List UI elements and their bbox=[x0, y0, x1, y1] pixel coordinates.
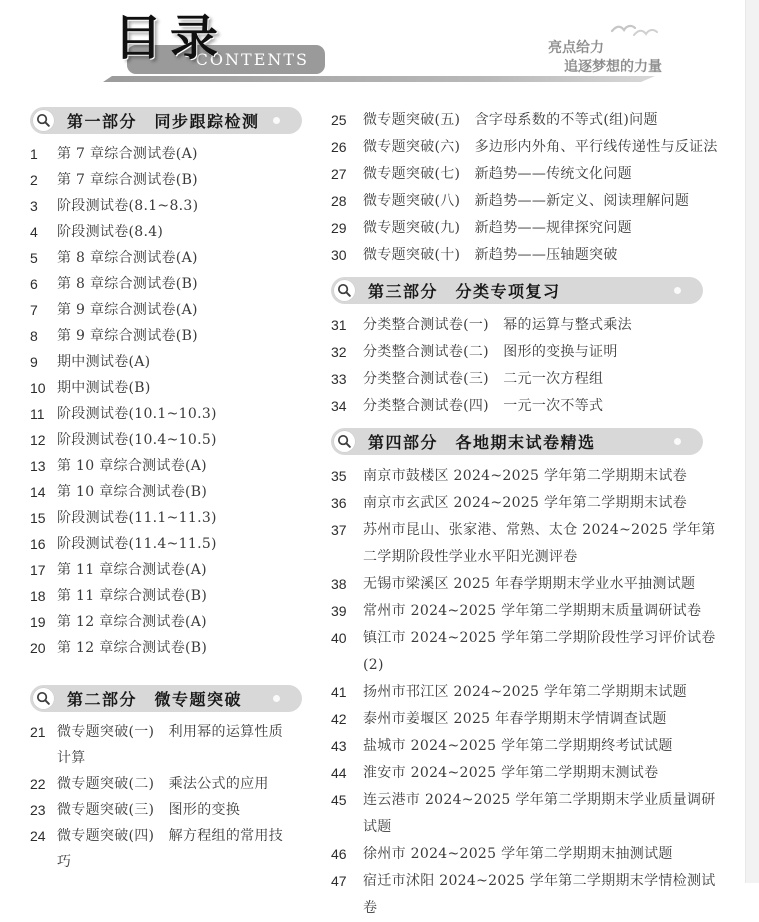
toc-item bbox=[30, 297, 318, 323]
toc-item bbox=[331, 679, 730, 706]
birds-icon bbox=[608, 18, 660, 40]
item-number: 35 bbox=[331, 468, 347, 484]
magnifier-icon bbox=[333, 279, 356, 302]
magnifier-icon bbox=[333, 430, 356, 453]
slogan-line-2: 追逐梦想的力量 bbox=[564, 58, 662, 74]
item-number: 16 bbox=[30, 536, 46, 552]
section-header bbox=[30, 685, 302, 712]
item-title: 第 12 章综合测试卷(B) bbox=[57, 640, 208, 656]
item-number: 22 bbox=[30, 776, 46, 792]
item-number: 44 bbox=[331, 765, 347, 781]
item-number: 29 bbox=[331, 220, 347, 236]
item-title: 第 11 章综合测试卷(B) bbox=[57, 588, 208, 604]
item-number: 18 bbox=[30, 588, 46, 604]
section-header bbox=[30, 107, 302, 134]
toc-item bbox=[331, 161, 730, 188]
toc-item bbox=[331, 733, 730, 760]
item-number: 3 bbox=[30, 198, 38, 214]
toc-item bbox=[331, 393, 730, 420]
toc-item bbox=[331, 706, 730, 733]
toc-item bbox=[30, 635, 318, 661]
toc-item bbox=[30, 375, 318, 401]
toc-item bbox=[30, 219, 318, 245]
toc-item bbox=[30, 427, 318, 453]
item-number: 17 bbox=[30, 562, 46, 578]
section-title: 第三部分 分类专项复习 bbox=[368, 284, 561, 301]
toc-item bbox=[30, 193, 318, 219]
item-number: 26 bbox=[331, 139, 347, 155]
item-title: 微专题突破(三) 图形的变换 bbox=[57, 802, 241, 818]
item-number: 36 bbox=[331, 495, 347, 511]
toc-item bbox=[30, 771, 318, 797]
item-number: 37 bbox=[331, 522, 347, 538]
page-edge-strip bbox=[745, 0, 759, 883]
item-title: 徐州市 2024~2025 学年第二学期期末抽测试题 bbox=[363, 846, 673, 862]
toc-item bbox=[30, 167, 318, 193]
item-title: 第 8 章综合测试卷(B) bbox=[57, 276, 198, 292]
item-number: 47 bbox=[331, 873, 347, 889]
item-title: 阶段测试卷(11.4~11.5) bbox=[57, 536, 217, 552]
item-title: 分类整合测试卷(一) 幂的运算与整式乘法 bbox=[363, 317, 632, 333]
item-number: 25 bbox=[331, 112, 347, 128]
magnifier-icon bbox=[32, 109, 55, 132]
toc-item bbox=[331, 760, 730, 787]
item-number: 8 bbox=[30, 328, 38, 344]
slogan-line-1: 亮点给力 bbox=[548, 39, 604, 55]
toc-item bbox=[331, 215, 730, 242]
item-title: 苏州市昆山、张家港、常熟、太仓 2024~2025 学年第二学期阶段性学业水平阳光测评卷 bbox=[363, 522, 716, 565]
toc-item bbox=[331, 868, 730, 922]
item-number: 24 bbox=[30, 828, 46, 844]
item-number: 5 bbox=[30, 250, 38, 266]
item-number: 4 bbox=[30, 224, 38, 240]
item-number: 12 bbox=[30, 432, 46, 448]
item-title: 南京市鼓楼区 2024~2025 学年第二学期期末试卷 bbox=[363, 468, 687, 484]
item-number: 41 bbox=[331, 684, 347, 700]
item-title: 第 7 章综合测试卷(A) bbox=[57, 146, 198, 162]
item-title: 阶段测试卷(10.1~10.3) bbox=[57, 406, 217, 422]
pill-dot bbox=[273, 117, 280, 124]
item-title: 阶段测试卷(8.1~8.3) bbox=[57, 198, 199, 214]
item-title: 微专题突破(一) 利用幂的运算性质计算 bbox=[57, 724, 284, 766]
toc-item bbox=[30, 453, 318, 479]
toc-item bbox=[30, 505, 318, 531]
item-title: 微专题突破(六) 多边形内外角、平行线传递性与反证法 bbox=[363, 139, 718, 155]
item-title: 分类整合测试卷(二) 图形的变换与证明 bbox=[363, 344, 618, 360]
toc-item bbox=[331, 188, 730, 215]
toc-columns bbox=[30, 107, 730, 922]
item-number: 30 bbox=[331, 247, 347, 263]
item-title: 盐城市 2024~2025 学年第二学期期终考试试题 bbox=[363, 738, 673, 754]
pill-dot bbox=[674, 287, 681, 294]
item-title: 第 10 章综合测试卷(B) bbox=[57, 484, 208, 500]
item-number: 7 bbox=[30, 302, 38, 318]
section-title: 第四部分 各地期末试卷精选 bbox=[368, 435, 596, 452]
item-number: 46 bbox=[331, 846, 347, 862]
item-number: 10 bbox=[30, 380, 46, 396]
item-title: 微专题突破(二) 乘法公式的应用 bbox=[57, 776, 269, 792]
toc-item bbox=[30, 401, 318, 427]
item-number: 28 bbox=[331, 193, 347, 209]
item-title: 泰州市姜堰区 2025 年春学期期末学情调查试题 bbox=[363, 711, 667, 727]
toc-item bbox=[30, 797, 318, 823]
toc-item bbox=[331, 598, 730, 625]
item-title: 第 7 章综合测试卷(B) bbox=[57, 172, 198, 188]
item-number: 13 bbox=[30, 458, 46, 474]
item-number: 38 bbox=[331, 576, 347, 592]
item-title: 南京市玄武区 2024~2025 学年第二学期期末试卷 bbox=[363, 495, 687, 511]
toc-item bbox=[331, 312, 730, 339]
toc-item bbox=[331, 787, 730, 841]
section-header bbox=[331, 428, 703, 455]
item-number: 39 bbox=[331, 603, 347, 619]
item-title: 微专题突破(七) 新趋势——传统文化问题 bbox=[363, 166, 632, 182]
toc-item bbox=[30, 271, 318, 297]
item-title: 第 8 章综合测试卷(A) bbox=[57, 250, 198, 266]
toc-item bbox=[331, 242, 730, 269]
toc-item bbox=[30, 609, 318, 635]
item-number: 14 bbox=[30, 484, 46, 500]
item-number: 19 bbox=[30, 614, 46, 630]
item-number: 31 bbox=[331, 317, 347, 333]
toc-item bbox=[331, 339, 730, 366]
toc-title-cn: 目录 bbox=[114, 10, 227, 66]
item-title: 分类整合测试卷(四) 一元一次不等式 bbox=[363, 398, 604, 414]
toc-item bbox=[331, 571, 730, 598]
item-number: 42 bbox=[331, 711, 347, 727]
item-number: 11 bbox=[30, 406, 45, 422]
item-title: 第 9 章综合测试卷(A) bbox=[57, 302, 198, 318]
item-title: 第 11 章综合测试卷(A) bbox=[57, 562, 207, 578]
toc-column-right bbox=[331, 107, 730, 922]
toc-item bbox=[331, 366, 730, 393]
toc-item bbox=[331, 107, 730, 134]
toc-title-en: CONTENTS bbox=[195, 50, 309, 69]
item-number: 21 bbox=[30, 724, 46, 740]
toc-item bbox=[331, 625, 730, 679]
pill-dot bbox=[273, 695, 280, 702]
magnifier-icon bbox=[32, 687, 55, 710]
item-title: 微专题突破(八) 新趋势——新定义、阅读理解问题 bbox=[363, 193, 690, 209]
toc-item bbox=[30, 583, 318, 609]
item-number: 32 bbox=[331, 344, 347, 360]
item-title: 第 9 章综合测试卷(B) bbox=[57, 328, 198, 344]
item-number: 20 bbox=[30, 640, 46, 656]
toc-item bbox=[331, 517, 730, 571]
toc-item bbox=[30, 245, 318, 271]
item-title: 淮安市 2024~2025 学年第二学期期末测试卷 bbox=[363, 765, 659, 781]
item-title: 常州市 2024~2025 学年第二学期期末质量调研试卷 bbox=[363, 603, 702, 619]
item-title: 微专题突破(九) 新趋势——规律探究问题 bbox=[363, 220, 632, 236]
item-number: 40 bbox=[331, 630, 347, 646]
toc-item bbox=[30, 557, 318, 583]
toc-item bbox=[30, 323, 318, 349]
item-number: 34 bbox=[331, 398, 347, 414]
item-number: 23 bbox=[30, 802, 46, 818]
item-title: 阶段测试卷(10.4~10.5) bbox=[57, 432, 217, 448]
item-title: 连云港市 2024~2025 学年第二学期期末学业质量调研试题 bbox=[363, 792, 716, 835]
item-title: 宿迁市沭阳 2024~2025 学年第二学期期末学情检测试卷 bbox=[363, 873, 716, 916]
item-title: 微专题突破(四) 解方程组的常用技巧 bbox=[57, 828, 284, 870]
brand-slogan bbox=[500, 16, 662, 76]
item-number: 15 bbox=[30, 510, 46, 526]
item-number: 2 bbox=[30, 172, 38, 188]
item-number: 27 bbox=[331, 166, 347, 182]
toc-item bbox=[30, 823, 318, 875]
header-underline-bar bbox=[103, 76, 655, 82]
section-header bbox=[331, 277, 703, 304]
item-number: 45 bbox=[331, 792, 347, 808]
toc-item bbox=[30, 531, 318, 557]
section-title: 第一部分 同步跟踪检测 bbox=[67, 114, 260, 131]
item-title: 阶段测试卷(8.4) bbox=[57, 224, 164, 240]
item-number: 9 bbox=[30, 354, 38, 370]
toc-item bbox=[30, 349, 318, 375]
item-number: 1 bbox=[30, 146, 38, 162]
item-title: 镇江市 2024~2025 学年第二学期阶段性学习评价试卷(2) bbox=[363, 630, 716, 673]
item-title: 期中测试卷(A) bbox=[57, 354, 151, 370]
item-title: 微专题突破(五) 含字母系数的不等式(组)问题 bbox=[363, 112, 658, 128]
item-title: 扬州市邗江区 2024~2025 学年第二学期期末试题 bbox=[363, 684, 687, 700]
item-title: 微专题突破(十) 新趋势——压轴题突破 bbox=[363, 247, 618, 263]
toc-item bbox=[331, 134, 730, 161]
toc-item bbox=[331, 463, 730, 490]
toc-item bbox=[30, 719, 318, 771]
item-title: 第 12 章综合测试卷(A) bbox=[57, 614, 207, 630]
item-title: 无锡市梁溪区 2025 年春学期期末学业水平抽测试题 bbox=[363, 576, 696, 592]
item-title: 阶段测试卷(11.1~11.3) bbox=[57, 510, 217, 526]
item-number: 43 bbox=[331, 738, 347, 754]
item-title: 第 10 章综合测试卷(A) bbox=[57, 458, 207, 474]
toc-item bbox=[331, 490, 730, 517]
toc-item bbox=[30, 141, 318, 167]
toc-item bbox=[331, 841, 730, 868]
pill-dot bbox=[674, 438, 681, 445]
toc-item bbox=[30, 479, 318, 505]
item-title: 分类整合测试卷(三) 二元一次方程组 bbox=[363, 371, 604, 387]
toc-column-left bbox=[30, 107, 318, 922]
section-title: 第二部分 微专题突破 bbox=[67, 692, 243, 709]
item-title: 期中测试卷(B) bbox=[57, 380, 151, 396]
item-number: 33 bbox=[331, 371, 347, 387]
item-number: 6 bbox=[30, 276, 38, 292]
